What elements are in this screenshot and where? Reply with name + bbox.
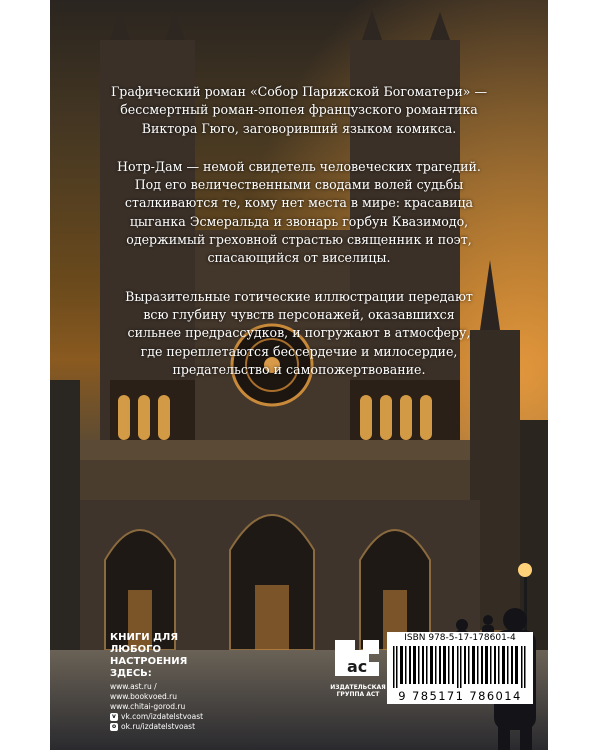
isbn-number: ISBN 978-5-17-178601-4 bbox=[404, 633, 516, 643]
description-paragraph-1: Графический роман «Собор Парижской Богоматери» — бессмертный роман-эпопея французского романтика Виктора Гюго, заговоривший языком комикса. bbox=[110, 84, 488, 136]
link-text: vk.com/izdatelstvoast bbox=[121, 712, 204, 721]
link-item[interactable] bbox=[110, 702, 226, 712]
isbn-barcode bbox=[387, 632, 533, 704]
barcode-bars bbox=[393, 646, 527, 688]
link-item[interactable] bbox=[110, 682, 226, 702]
ean-number: 9 785171 786014 bbox=[398, 689, 522, 703]
link-text: www.chitai-gorod.ru bbox=[110, 702, 186, 711]
link-item[interactable] bbox=[110, 722, 226, 732]
publisher-logo bbox=[328, 634, 386, 698]
description-paragraph-3: Выразительные готические иллюстрации передают всю глубину чувств персонажей, оказавшихся сильнее предрассудков, и погружают в атмосферу, где переплетаются бессердечие и милосердие, предательство и самопожертвование. bbox=[125, 288, 473, 377]
link-text: www.ast.ru / www.bookvoed.ru bbox=[110, 682, 178, 701]
publisher-links-block bbox=[110, 632, 226, 732]
ok-icon: o bbox=[111, 723, 117, 730]
book-description bbox=[50, 83, 548, 399]
vk-icon: v bbox=[110, 713, 118, 721]
link-item[interactable] bbox=[110, 712, 226, 722]
description-paragraph-2: Нотр-Дам — немой свидетель человеческих трагедий. Под его величественными сводами волей судьбы сталкиваются те, кому нет места в мире: красавица цыганка Эсмеральда и звонарь горбун Квазимодо, одержимый греховной страстью священник и поэт, спасающийся от виселицы. bbox=[117, 158, 481, 266]
logo-mark: ac bbox=[347, 657, 368, 676]
link-text: ok.ru/izdatelstvoast bbox=[121, 722, 196, 731]
ast-logo-icon bbox=[329, 634, 385, 682]
logo-subtitle: ИЗДАТЕЛЬСКАЯ ГРУППА АСТ bbox=[330, 684, 386, 698]
book-back-cover bbox=[50, 0, 548, 750]
links-heading: КНИГИ ДЛЯ ЛЮБОГО НАСТРОЕНИЯ ЗДЕСЬ: bbox=[110, 632, 188, 679]
